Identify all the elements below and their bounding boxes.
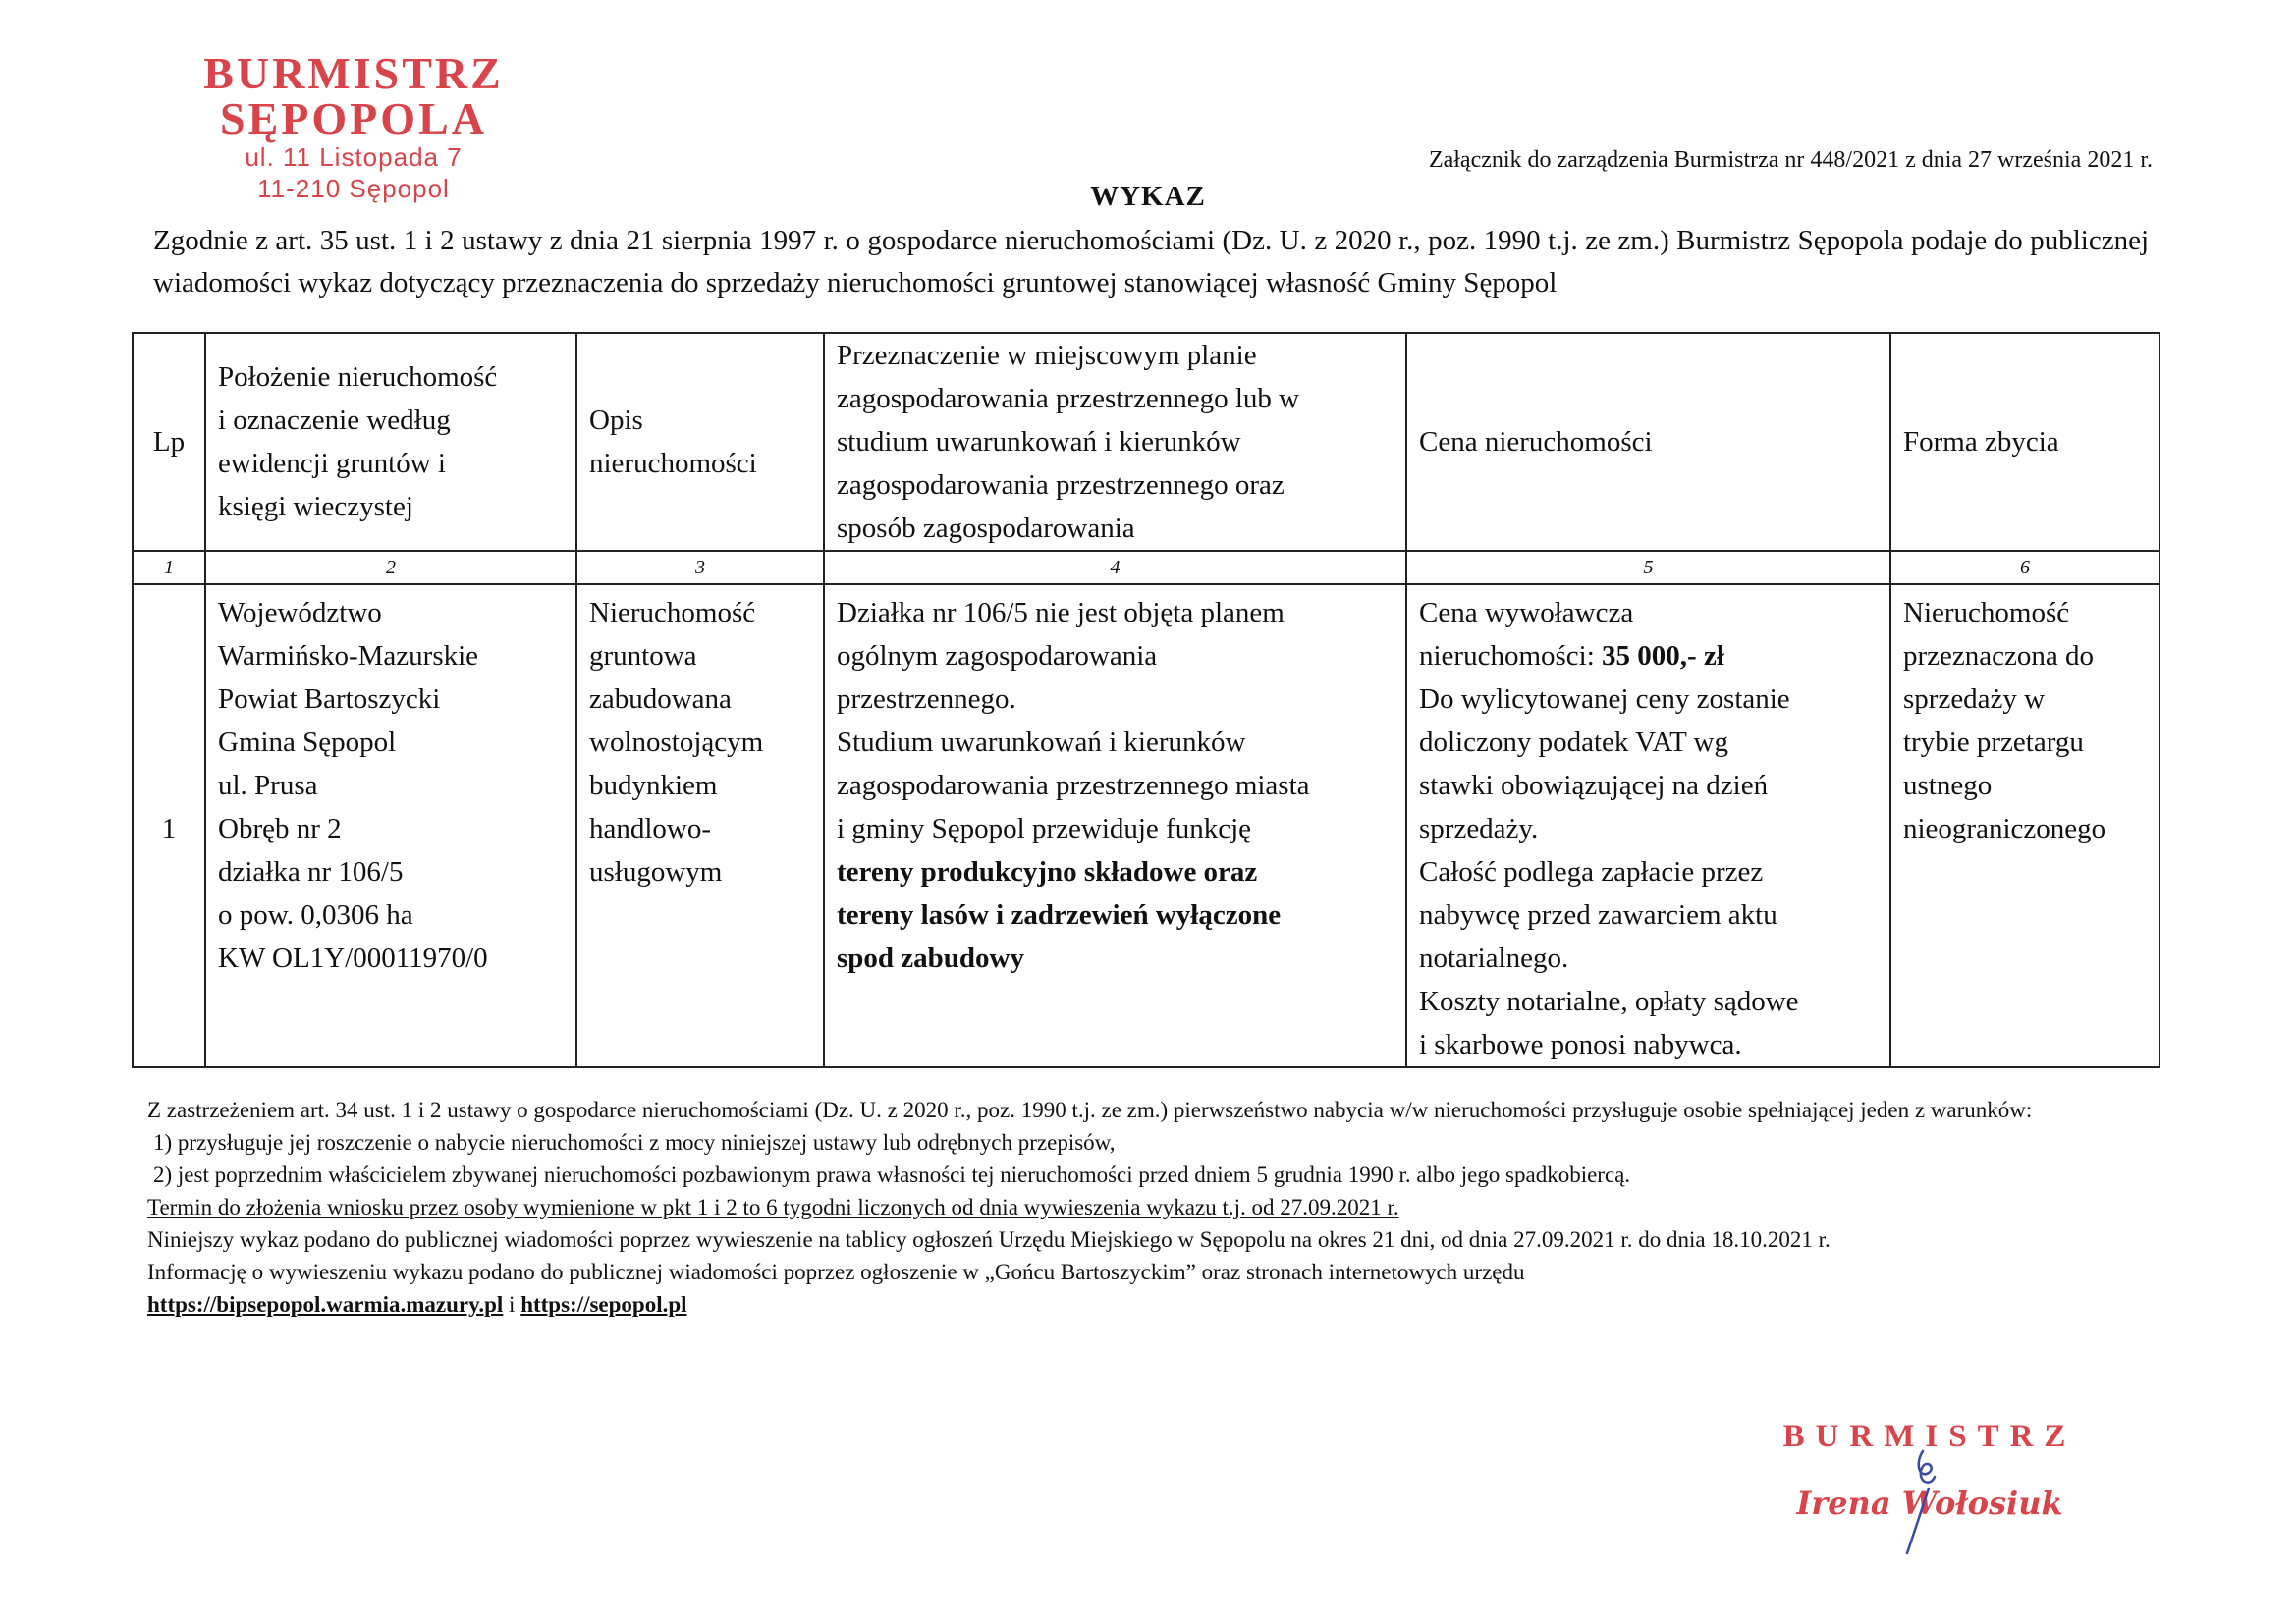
handwritten-signature-icon bbox=[1886, 1443, 1964, 1561]
price-value: 35 000,- zł bbox=[1602, 640, 1724, 672]
header-description: Opis nieruchomości bbox=[576, 333, 824, 551]
note-publication: Niniejszy wykaz podano do publicznej wiadomości poprzez wywieszenie na tablicy ogłoszeń Urzędu Miejskiego w Sępopolu na okres 21 dni, od dnia 27.09.2021 r. do dnia 18.10.2021 r. bbox=[147, 1227, 1831, 1252]
bip-link[interactable]: https://bipsepopol.warmia.mazury.pl bbox=[147, 1292, 504, 1317]
cell-price: Cena wywoławcza nieruchomości: 35 000,- zł Do wylicytowanej ceny zostanie doliczony podatek VAT wg stawki obowiązującej na dzień sprzedaży. Całość podlega zapłacie przez nabywcę przed zawarciem aktu notarialnego. Koszty notarialne, opłaty sądowe i skarbowe ponosi nabywca. bbox=[1406, 584, 1890, 1067]
stamp-line-3: ul. 11 Listopada 7 bbox=[245, 142, 463, 172]
table-row bbox=[133, 584, 2159, 1067]
column-number: 4 bbox=[824, 551, 1406, 584]
note-condition-1: 1) przysługuje jej roszczenie o nabycie nieruchomości z mocy niniejszej ustawy lub odrębnych przepisów, bbox=[153, 1130, 1116, 1155]
property-table bbox=[132, 332, 2160, 1068]
note-priority: Z zastrzeżeniem art. 34 ust. 1 i 2 ustawy o gospodarce nieruchomościami (Dz. U. z 2020 r., poz. 1990 t.j. ze zm.) pierwszeństwo nabycia w/w nieruchomości przysługuje osobie spełniającej jeden z warunków: bbox=[147, 1098, 2033, 1122]
column-number: 3 bbox=[576, 551, 824, 584]
column-number: 2 bbox=[205, 551, 576, 584]
column-number: 5 bbox=[1406, 551, 1890, 584]
column-number: 1 bbox=[133, 551, 205, 584]
notes-section bbox=[147, 1094, 2143, 1321]
signature-role: BURMISTRZ bbox=[1782, 1419, 2077, 1454]
table-header-row bbox=[133, 333, 2159, 551]
header-location: Położenie nieruchomość i oznaczenie według ewidencji gruntów i księgi wieczystej bbox=[205, 333, 576, 551]
cell-form: Nieruchomość przeznaczona do sprzedaży w trybie przetargu ustnego nieograniczonego bbox=[1890, 584, 2159, 1067]
annex-reference: Załącznik do zarządzenia Burmistrza nr 448/2021 z dnia 27 września 2021 r. bbox=[1428, 147, 2153, 173]
column-number: 6 bbox=[1890, 551, 2159, 584]
note-links: https://bipsepopol.warmia.mazury.pl i https://sepopol.pl bbox=[147, 1292, 687, 1317]
cell-lp: 1 bbox=[133, 584, 205, 1067]
stamp-line-4: 11-210 Sępopol bbox=[257, 174, 450, 203]
cell-purpose: Działka nr 106/5 nie jest objęta planem ogólnym zagospodarowania przestrzennego. Studium uwarunkowań i kierunków zagospodarowania przestrzennego miasta i gminy Sępopol przewiduje funkcję tereny produkcyjno składowe oraz tereny lasów i zadrzewień wyłączone spod zabudowy bbox=[824, 584, 1406, 1067]
note-announcement: Informację o wywieszeniu wykazu podano do publicznej wiadomości poprzez ogłoszenie w „Gońcu Bartoszyckim” oraz stronach internetowych urzędu bbox=[147, 1260, 1525, 1284]
stamp-line-1: BURMISTRZ bbox=[203, 48, 504, 98]
website-link[interactable]: https://sepopol.pl bbox=[520, 1292, 687, 1317]
intro-paragraph: Zgodnie z art. 35 ust. 1 i 2 ustawy z dnia 21 sierpnia 1997 r. o gospodarce nieruchomościami (Dz. U. z 2020 r., poz. 1990 t.j. ze zm.) Burmistrz Sępopola podaje do publicznej wiadomości wykaz dotyczący przeznaczenia do sprzedaży nieruchomości gruntowej stanowiącej własność Gminy Sępopol bbox=[153, 225, 2149, 298]
note-deadline: Termin do złożenia wniosku przez osoby wymienione w pkt 1 i 2 to 6 tygodni liczonych od dnia wywieszenia wykazu t.j. od 27.09.2021 r. bbox=[147, 1195, 1399, 1219]
document-title: WYKAZ bbox=[1090, 181, 1206, 212]
header-purpose: Przeznaczenie w miejscowym planie zagospodarowania przestrzennego lub w studium uwarunkowań i kierunków zagospodarowania przestrzennego oraz sposób zagospodarowania bbox=[824, 333, 1406, 551]
note-condition-2: 2) jest poprzednim właścicielem zbywanej nieruchomości pozbawionym prawa własności tej nieruchomości przed dniem 5 grudnia 1990 r. albo jego spadkobiercą. bbox=[153, 1163, 1631, 1187]
signature-name: Irena Wołosiuk bbox=[1796, 1485, 2063, 1522]
stamp-line-2: SĘPOPOLA bbox=[220, 93, 487, 143]
cell-description: Nieruchomość gruntowa zabudowana wolnostojącym budynkiem handlowo- usługowym bbox=[576, 584, 824, 1067]
cell-location: Województwo Warmińsko-Mazurskie Powiat Bartoszycki Gmina Sępopol ul. Prusa Obręb nr 2 działka nr 106/5 o pow. 0,0306 ha KW OL1Y/00011970/0 bbox=[205, 584, 576, 1067]
header-price: Cena nieruchomości bbox=[1406, 333, 1890, 551]
header-form: Forma zbycia bbox=[1890, 333, 2159, 551]
column-number-row bbox=[133, 551, 2159, 584]
header-lp: Lp bbox=[133, 333, 205, 551]
